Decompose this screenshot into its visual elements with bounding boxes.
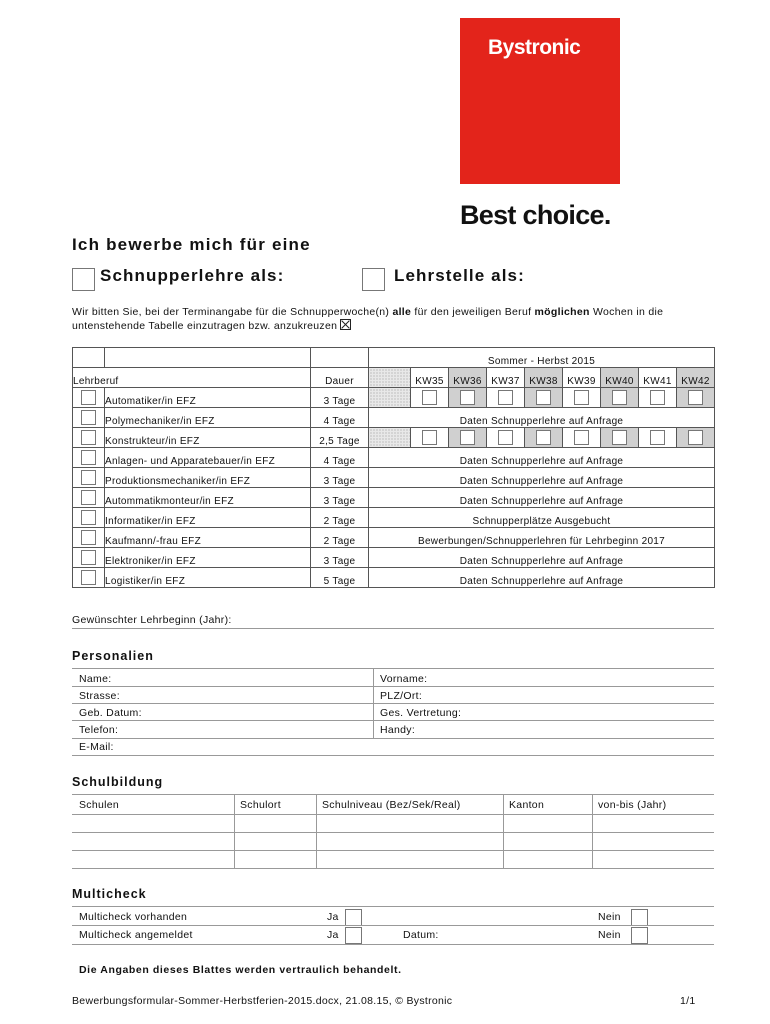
week-cell: [677, 428, 715, 448]
beruf-select-cell: [73, 448, 105, 468]
beruf-checkbox[interactable]: [81, 430, 96, 445]
week-cell: [639, 388, 677, 408]
shaded-cell: [369, 388, 411, 408]
week-cell: [411, 428, 449, 448]
week-checkbox[interactable]: [460, 390, 475, 405]
week-header: KW40: [601, 368, 639, 388]
week-header: KW37: [487, 368, 525, 388]
shaded-cell: [369, 368, 411, 388]
beruf-checkbox[interactable]: [81, 410, 96, 425]
beruf-select-cell: [73, 468, 105, 488]
col-kanton: Kanton: [509, 799, 545, 811]
name-field[interactable]: [72, 686, 714, 687]
logo-text: Bystronic: [488, 36, 581, 59]
beruf-name: Anlagen- und Apparatebauer/in EFZ: [105, 448, 311, 468]
table-row: [73, 528, 715, 548]
beruf-checkbox[interactable]: [81, 470, 96, 485]
week-checkbox[interactable]: [688, 430, 703, 445]
divider: [72, 925, 714, 926]
email-field[interactable]: [72, 755, 714, 756]
beruf-select-cell: [73, 488, 105, 508]
strasse-label: Strasse:: [79, 690, 120, 702]
week-cell: [677, 388, 715, 408]
col-schulniveau: Schulniveau (Bez/Sek/Real): [322, 799, 461, 811]
week-cell: [563, 388, 601, 408]
beruf-select-cell: [73, 428, 105, 448]
beruf-checkbox[interactable]: [81, 530, 96, 545]
beruf-name: Autommatikmonteur/in EFZ: [105, 488, 311, 508]
dauer-value: 3 Tage: [311, 488, 369, 508]
divider: [72, 668, 714, 669]
week-checkbox[interactable]: [422, 430, 437, 445]
beruf-name: Elektroniker/in EFZ: [105, 548, 311, 568]
beruf-select-cell: [73, 388, 105, 408]
week-checkbox[interactable]: [650, 430, 665, 445]
vorhanden-ja-checkbox[interactable]: [345, 909, 362, 926]
dauer-value: 2 Tage: [311, 508, 369, 528]
week-header: KW35: [411, 368, 449, 388]
beruf-select-cell: [73, 528, 105, 548]
week-checkbox[interactable]: [688, 390, 703, 405]
table-row: [73, 428, 715, 448]
beruf-select-cell: [73, 548, 105, 568]
schulbildung-row[interactable]: [72, 868, 714, 869]
table-row: [73, 508, 715, 528]
divider: [72, 906, 714, 907]
beruf-name: Konstrukteur/in EFZ: [105, 428, 311, 448]
col-von-bis: von-bis (Jahr): [598, 799, 667, 811]
week-header: KW36: [449, 368, 487, 388]
week-header: KW42: [677, 368, 715, 388]
dauer-value: 5 Tage: [311, 568, 369, 588]
dauer-value: 2 Tage: [311, 528, 369, 548]
table-row: [73, 408, 715, 428]
divider: [72, 944, 714, 945]
week-cell: [487, 388, 525, 408]
week-checkbox[interactable]: [536, 390, 551, 405]
week-header: KW41: [639, 368, 677, 388]
strasse-field[interactable]: [72, 703, 714, 704]
shaded-cell: [369, 428, 411, 448]
week-checkbox[interactable]: [574, 390, 589, 405]
week-checkbox[interactable]: [498, 390, 513, 405]
beruf-checkbox[interactable]: [81, 450, 96, 465]
geb-datum-field[interactable]: [72, 720, 714, 721]
season-header: Sommer - Herbst 2015: [369, 348, 715, 368]
divider: [316, 794, 317, 868]
ja-label: Ja: [327, 911, 339, 923]
table-row: [73, 448, 715, 468]
week-header: KW38: [525, 368, 563, 388]
schulbildung-row[interactable]: [72, 832, 714, 833]
week-cell: [601, 388, 639, 408]
week-checkbox[interactable]: [422, 390, 437, 405]
table-header-row: [73, 348, 715, 368]
col-dauer: Dauer: [311, 368, 369, 388]
dauer-value: 2,5 Tage: [311, 428, 369, 448]
header-cell: [311, 348, 369, 368]
footer-file: Bewerbungsformular-Sommer-Herbstferien-2015.docx, 21.08.15, © Bystronic: [72, 995, 453, 1007]
plz-label: PLZ/Ort:: [380, 690, 423, 702]
week-checkbox[interactable]: [612, 390, 627, 405]
beruf-name: Polymechaniker/in EFZ: [105, 408, 311, 428]
multicheck-title: Multicheck: [72, 887, 147, 901]
tagline: Best choice.: [460, 200, 611, 230]
divider: [503, 794, 504, 868]
schnupperlehre-label: Schnupperlehre als:: [100, 266, 285, 285]
dauer-value: 3 Tage: [311, 468, 369, 488]
angemeldet-ja-checkbox[interactable]: [345, 927, 362, 944]
multicheck-vorhanden-label: Multicheck vorhanden: [79, 911, 188, 923]
confidential-note: Die Angaben dieses Blattes werden vertraulich behandelt.: [79, 964, 402, 976]
table-row: [73, 468, 715, 488]
multicheck-angemeldet-label: Multicheck angemeldet: [79, 929, 193, 941]
header-cell: [73, 348, 105, 368]
week-cell: [601, 428, 639, 448]
geb-datum-label: Geb. Datum:: [79, 707, 142, 719]
nein-label: Nein: [598, 929, 621, 941]
availability-note: Daten Schnupperlehre auf Anfrage: [369, 488, 715, 508]
availability-note: Daten Schnupperlehre auf Anfrage: [369, 548, 715, 568]
telefon-label: Telefon:: [79, 724, 119, 736]
week-checkbox[interactable]: [612, 430, 627, 445]
col-schulen: Schulen: [79, 799, 120, 811]
availability-note: Daten Schnupperlehre auf Anfrage: [369, 468, 715, 488]
beruf-select-cell: [73, 408, 105, 428]
col-lehrberuf: Lehrberuf: [73, 368, 311, 388]
lehrbeginn-field[interactable]: [72, 628, 714, 629]
week-cell: [525, 388, 563, 408]
availability-note: Daten Schnupperlehre auf Anfrage: [369, 568, 715, 588]
week-checkbox[interactable]: [650, 390, 665, 405]
header-cell: [105, 348, 311, 368]
week-checkbox[interactable]: [574, 430, 589, 445]
dauer-value: 4 Tage: [311, 448, 369, 468]
beruf-name: Produktionsmechaniker/in EFZ: [105, 468, 311, 488]
schulbildung-row[interactable]: [72, 850, 714, 851]
vorname-label: Vorname:: [380, 673, 428, 685]
week-header: KW39: [563, 368, 601, 388]
week-checkbox[interactable]: [460, 430, 475, 445]
divider: [234, 794, 235, 868]
lehrbeginn-label: Gewünschter Lehrbeginn (Jahr):: [72, 614, 232, 626]
handy-label: Handy:: [380, 724, 416, 736]
week-cell: [449, 388, 487, 408]
table-row: [73, 488, 715, 508]
col-schulort: Schulort: [240, 799, 281, 811]
intro-text: Wir bitten Sie, bei der Terminangabe für die Schnupperwoche(n) alle für den jeweiligen Beruf möglichen Wochen in die untenstehende Tabelle einzutragen bzw. anzukreuzen: [72, 306, 664, 332]
dauer-value: 4 Tage: [311, 408, 369, 428]
week-checkbox[interactable]: [498, 430, 513, 445]
email-label: E-Mail:: [79, 741, 114, 753]
nein-label: Nein: [598, 911, 621, 923]
lehrstelle-checkbox[interactable]: [362, 268, 385, 291]
beruf-name: Kaufmann/-frau EFZ: [105, 528, 311, 548]
week-cell: [563, 428, 601, 448]
week-cell: [487, 428, 525, 448]
beruf-checkbox[interactable]: [81, 550, 96, 565]
lehrstelle-label: Lehrstelle als:: [394, 266, 525, 285]
personalien-title: Personalien: [72, 649, 154, 663]
table-row: [73, 548, 715, 568]
availability-note: Bewerbungen/Schnupperlehren für Lehrbeginn 2017: [369, 528, 715, 548]
cross-icon: [340, 319, 351, 330]
name-label: Name:: [79, 673, 112, 685]
datum-label: Datum:: [403, 929, 439, 941]
page-title: Ich bewerbe mich für eine: [72, 235, 311, 254]
telefon-field[interactable]: [72, 738, 714, 739]
availability-note: Daten Schnupperlehre auf Anfrage: [369, 408, 715, 428]
dauer-value: 3 Tage: [311, 388, 369, 408]
divider: [592, 794, 593, 868]
table-header-row: [73, 368, 715, 388]
beruf-checkbox[interactable]: [81, 390, 96, 405]
beruf-checkbox[interactable]: [81, 570, 96, 585]
schnupperlehre-checkbox[interactable]: [72, 268, 95, 291]
beruf-name: Logistiker/in EFZ: [105, 568, 311, 588]
week-cell: [449, 428, 487, 448]
beruf-select-cell: [73, 568, 105, 588]
divider: [72, 794, 714, 795]
angemeldet-nein-checkbox[interactable]: [631, 927, 648, 944]
week-cell: [639, 428, 677, 448]
table-row: [73, 388, 715, 408]
vertretung-label: Ges. Vertretung:: [380, 707, 462, 719]
beruf-checkbox[interactable]: [81, 510, 96, 525]
beruf-select-cell: [73, 508, 105, 528]
beruf-name: Automatiker/in EFZ: [105, 388, 311, 408]
schulbildung-row[interactable]: [72, 814, 714, 815]
table-row: [73, 568, 715, 588]
availability-note: Schnupperplätze Ausgebucht: [369, 508, 715, 528]
apprenticeship-table: [72, 347, 715, 588]
vorhanden-nein-checkbox[interactable]: [631, 909, 648, 926]
week-checkbox[interactable]: [536, 430, 551, 445]
week-cell: [411, 388, 449, 408]
week-cell: [525, 428, 563, 448]
dauer-value: 3 Tage: [311, 548, 369, 568]
ja-label: Ja: [327, 929, 339, 941]
beruf-checkbox[interactable]: [81, 490, 96, 505]
beruf-name: Informatiker/in EFZ: [105, 508, 311, 528]
availability-note: Daten Schnupperlehre auf Anfrage: [369, 448, 715, 468]
schulbildung-title: Schulbildung: [72, 775, 164, 789]
footer-page: 1/1: [680, 995, 696, 1007]
